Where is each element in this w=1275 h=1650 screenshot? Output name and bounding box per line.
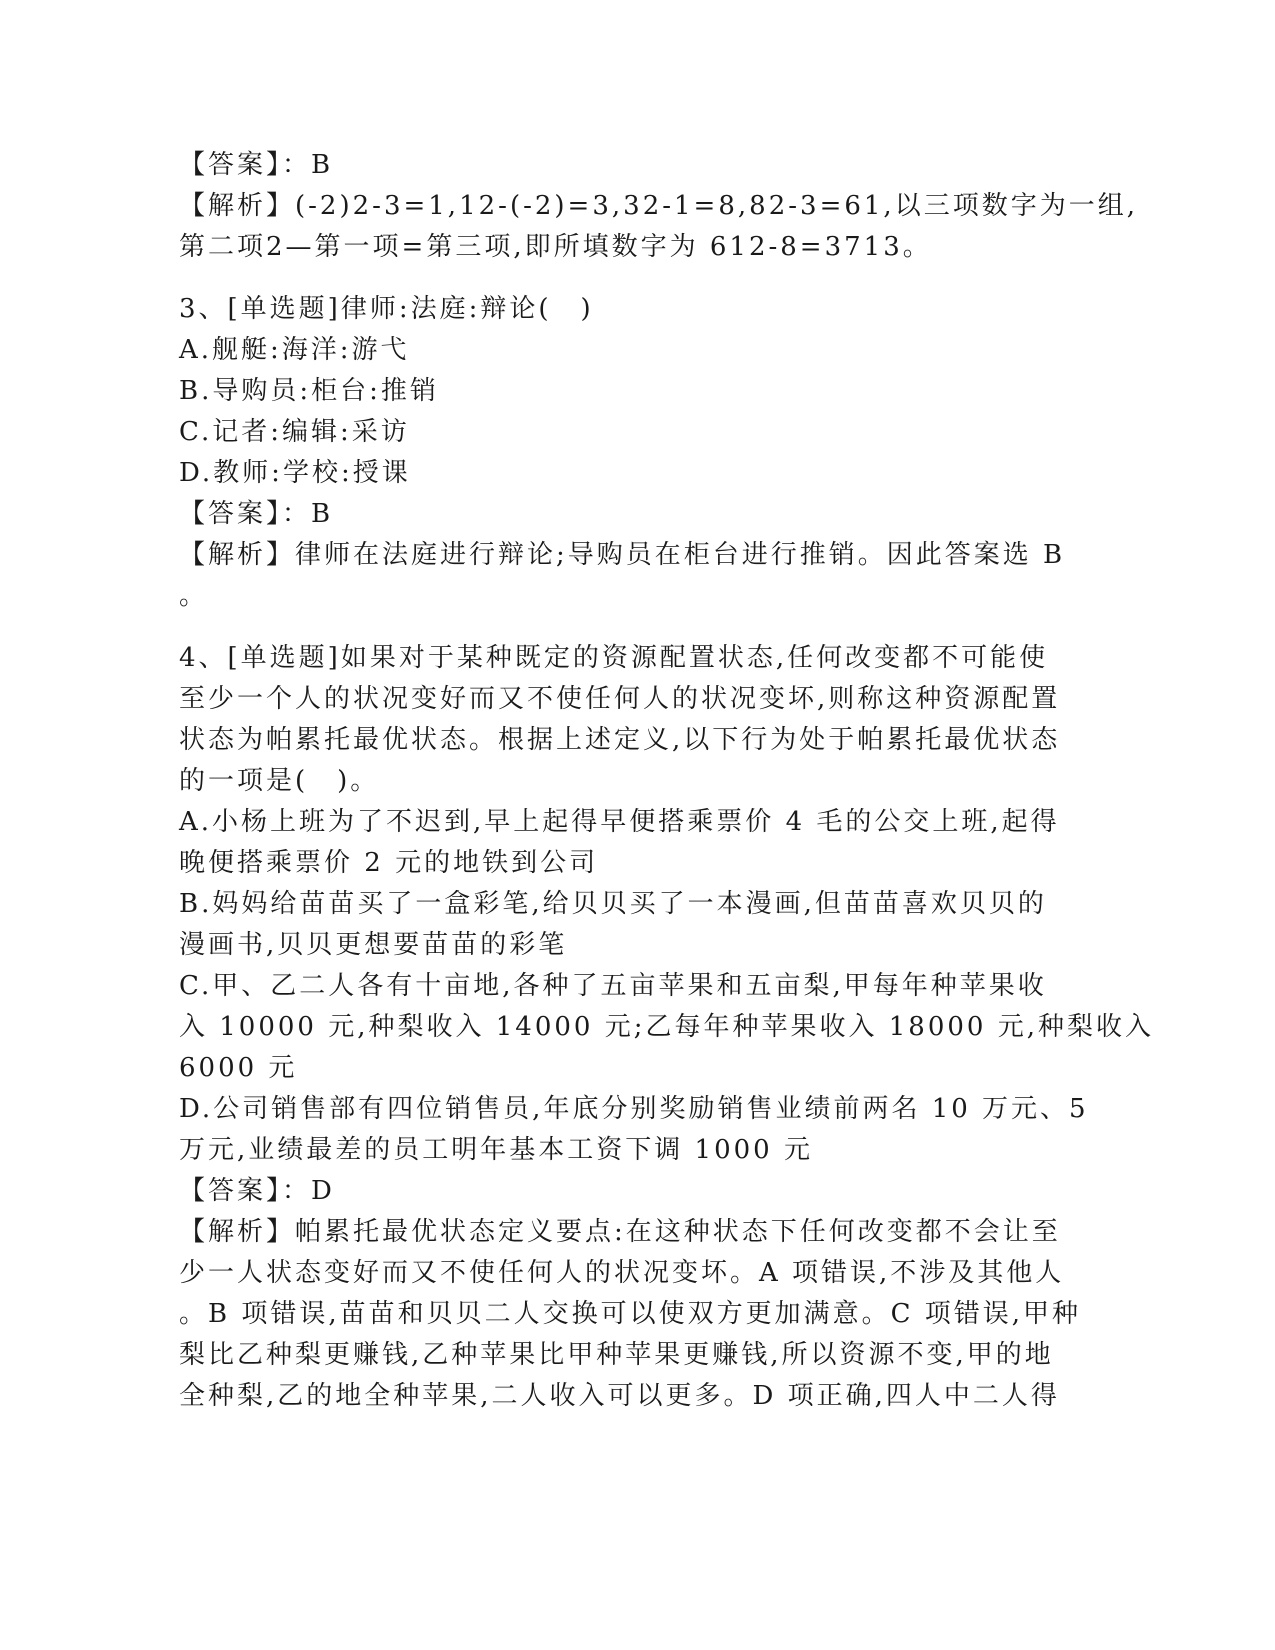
q3-option-c: C.记者:编辑:采访 <box>179 417 410 447</box>
q4-stem-line: 的一项是( )。 <box>179 766 380 796</box>
q2-answer: 【答案】：B <box>179 150 334 180</box>
page-content <box>179 145 1155 1417</box>
q3-option-a: A.舰艇:海洋:游弋 <box>179 335 410 365</box>
q4-option-d: D.公司销售部有四位销售员,年底分别奖励销售业绩前两名 10 万元、5 <box>179 1094 1089 1124</box>
q4-analysis-line: 。B 项错误,苗苗和贝贝二人交换可以使双方更加满意。C 项错误,甲种 <box>179 1299 1082 1329</box>
q3-answer: 【答案】：B <box>179 499 334 529</box>
q3-option-d: D.教师:学校:授课 <box>179 458 411 488</box>
q4-stem-line: 状态为帕累托最优状态。根据上述定义,以下行为处于帕累托最优状态 <box>179 725 1061 755</box>
q3-analysis-line: 【解析】律师在法庭进行辩论;导购员在柜台进行推销。因此答案选 B <box>179 540 1066 570</box>
q3-stem: 3、[单选题]律师:法庭:辩论( ) <box>179 294 594 324</box>
q4-option-b: B.妈妈给苗苗买了一盒彩笔,给贝贝买了一本漫画,但苗苗喜欢贝贝的 <box>179 889 1047 919</box>
q4-option-d: 万元,业绩最差的员工明年基本工资下调 1000 元 <box>179 1135 813 1165</box>
q4-analysis-line: 【解析】帕累托最优状态定义要点:在这种状态下任何改变都不会让至 <box>179 1217 1061 1247</box>
q4-analysis-line: 全种梨,乙的地全种苹果,二人收入可以更多。D 项正确,四人中二人得 <box>179 1381 1060 1411</box>
q4-option-a: 晚便搭乘票价 2 元的地铁到公司 <box>179 848 599 878</box>
q2-analysis-line: 第二项2—第一项=第三项,即所填数字为 612-8=3713。 <box>179 232 932 262</box>
q4-analysis-line: 少一人状态变好而又不使任何人的状况变坏。A 项错误,不涉及其他人 <box>179 1258 1065 1288</box>
q4-option-a: A.小杨上班为了不迟到,早上起得早便搭乘票价 4 毛的公交上班,起得 <box>179 807 1060 837</box>
spacer <box>179 617 1039 638</box>
q4-option-c: 入 10000 元,种梨收入 14000 元;乙每年种苹果收入 18000 元,种梨收入 <box>179 1012 1155 1042</box>
spacer <box>179 268 1039 289</box>
q4-answer: 【答案】：D <box>179 1176 335 1206</box>
q4-option-c: C.甲、乙二人各有十亩地,各种了五亩苹果和五亩梨,甲每年种苹果收 <box>179 971 1047 1001</box>
q4-stem-line: 4、[单选题]如果对于某种既定的资源配置状态,任何改变都不可能使 <box>179 643 1049 673</box>
q3-option-b: B.导购员:柜台:推销 <box>179 376 439 406</box>
q4-option-c: 6000 元 <box>179 1053 298 1083</box>
q4-stem-line: 至少一个人的状况变好而又不使任何人的状况变坏,则称这种资源配置 <box>179 684 1061 714</box>
q4-option-b: 漫画书,贝贝更想要苗苗的彩笔 <box>179 930 568 960</box>
q3-analysis-line: 。 <box>179 581 209 611</box>
q2-analysis-line: 【解析】(-2)2-3=1,12-(-2)=3,32-1=8,82-3=61,以三项数字为一组, <box>179 191 1138 221</box>
q4-analysis-line: 梨比乙种梨更赚钱,乙种苹果比甲种苹果更赚钱,所以资源不变,甲的地 <box>179 1340 1054 1370</box>
